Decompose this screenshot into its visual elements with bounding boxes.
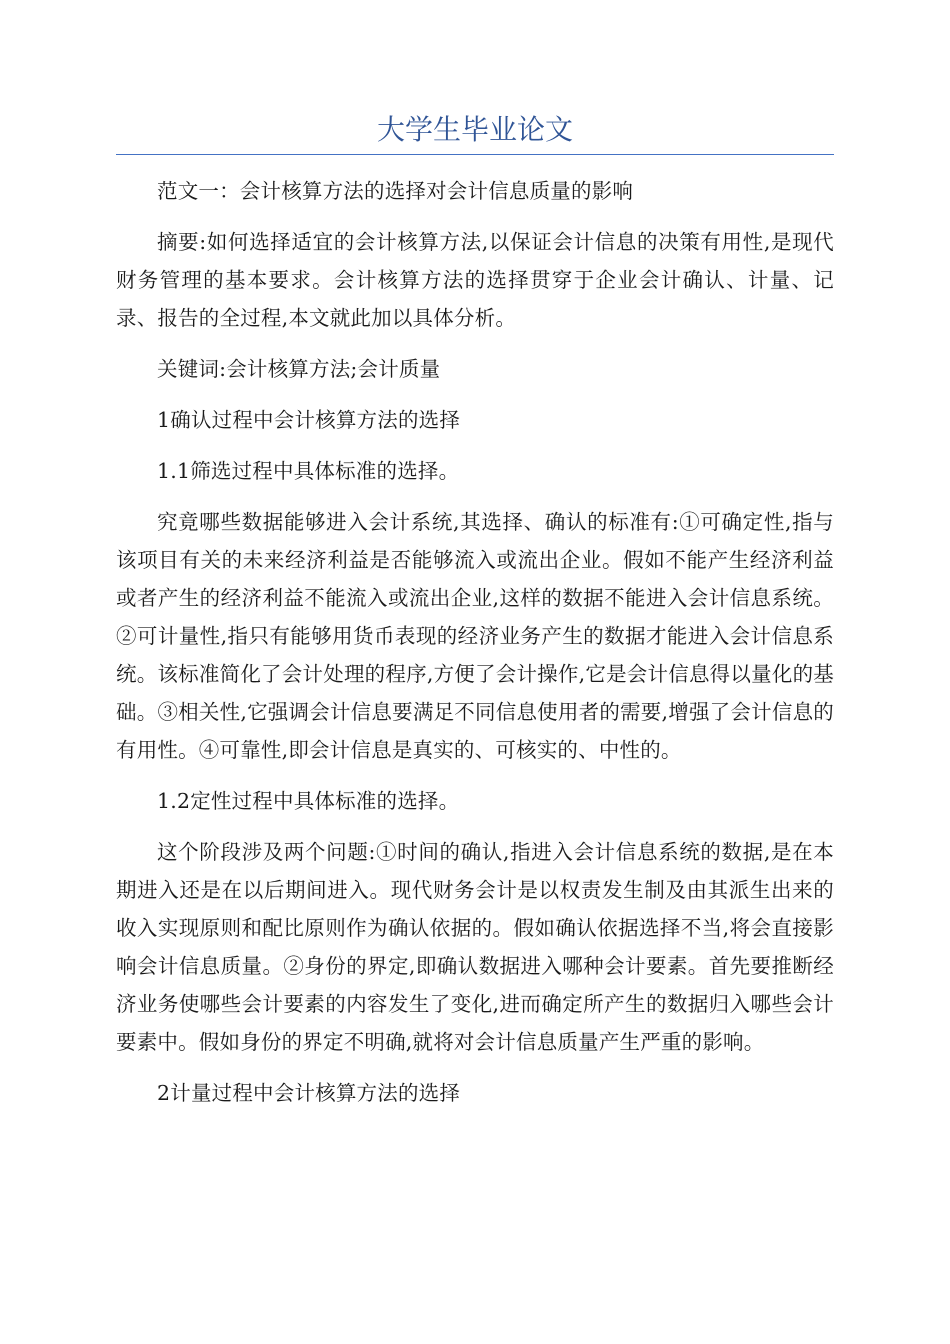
- title-underline: [116, 154, 834, 155]
- body-paragraph-1-1: 究竟哪些数据能够进入会计系统,其选择、确认的标准有:①可确定性,指与该项目有关的未来经济利益是否能够流入或流出企业。假如不能产生经济利益或者产生的经济利益不能流入或流出企业,这样的数据不能进入会计信息系统。②可计量性,指只有能够用货币表现的经济业务产生的数据才能进入会计信息系统。该标准简化了会计处理的程序,方便了会计操作,它是会计信息得以量化的基础。③相关性,它强调会计信息要满足不同信息使用者的需要,增强了会计信息的有用性。④可靠性,即会计信息是真实的、可核实的、中性的。: [116, 510, 834, 762]
- document-body: [116, 172, 834, 1125]
- section-heading-1: 1确认过程中会计核算方法的选择: [157, 408, 461, 432]
- keywords-paragraph: 关键词:会计核算方法;会计质量: [157, 357, 441, 381]
- abstract-paragraph: 摘要:如何选择适宜的会计核算方法,以保证会计信息的决策有用性,是现代财务管理的基本要求。会计核算方法的选择贯穿于企业会计确认、计量、记录、报告的全过程,本文就此加以具体分析。: [116, 230, 834, 330]
- body-paragraph-1-2: 这个阶段涉及两个问题:①时间的确认,指进入会计信息系统的数据,是在本期进入还是在以后期间进入。现代财务会计是以权责发生制及由其派生出来的收入实现原则和配比原则作为确认依据的。假如确认依据选择不当,将会直接影响会计信息质量。②身份的界定,即确认数据进入哪种会计要素。首先要推断经济业务使哪些会计要素的内容发生了变化,进而确定所产生的数据归入哪些会计要素中。假如身份的界定不明确,就将对会计信息质量产生严重的影响。: [116, 840, 834, 1054]
- subsection-heading-1-1: 1.1筛选过程中具体标准的选择。: [157, 459, 460, 483]
- document-title: 大学生毕业论文: [376, 113, 573, 146]
- section-heading-2: 2计量过程中会计核算方法的选择: [157, 1081, 461, 1105]
- article-heading: 范文一：会计核算方法的选择对会计信息质量的影响: [157, 179, 634, 203]
- subsection-heading-1-2: 1.2定性过程中具体标准的选择。: [157, 789, 460, 813]
